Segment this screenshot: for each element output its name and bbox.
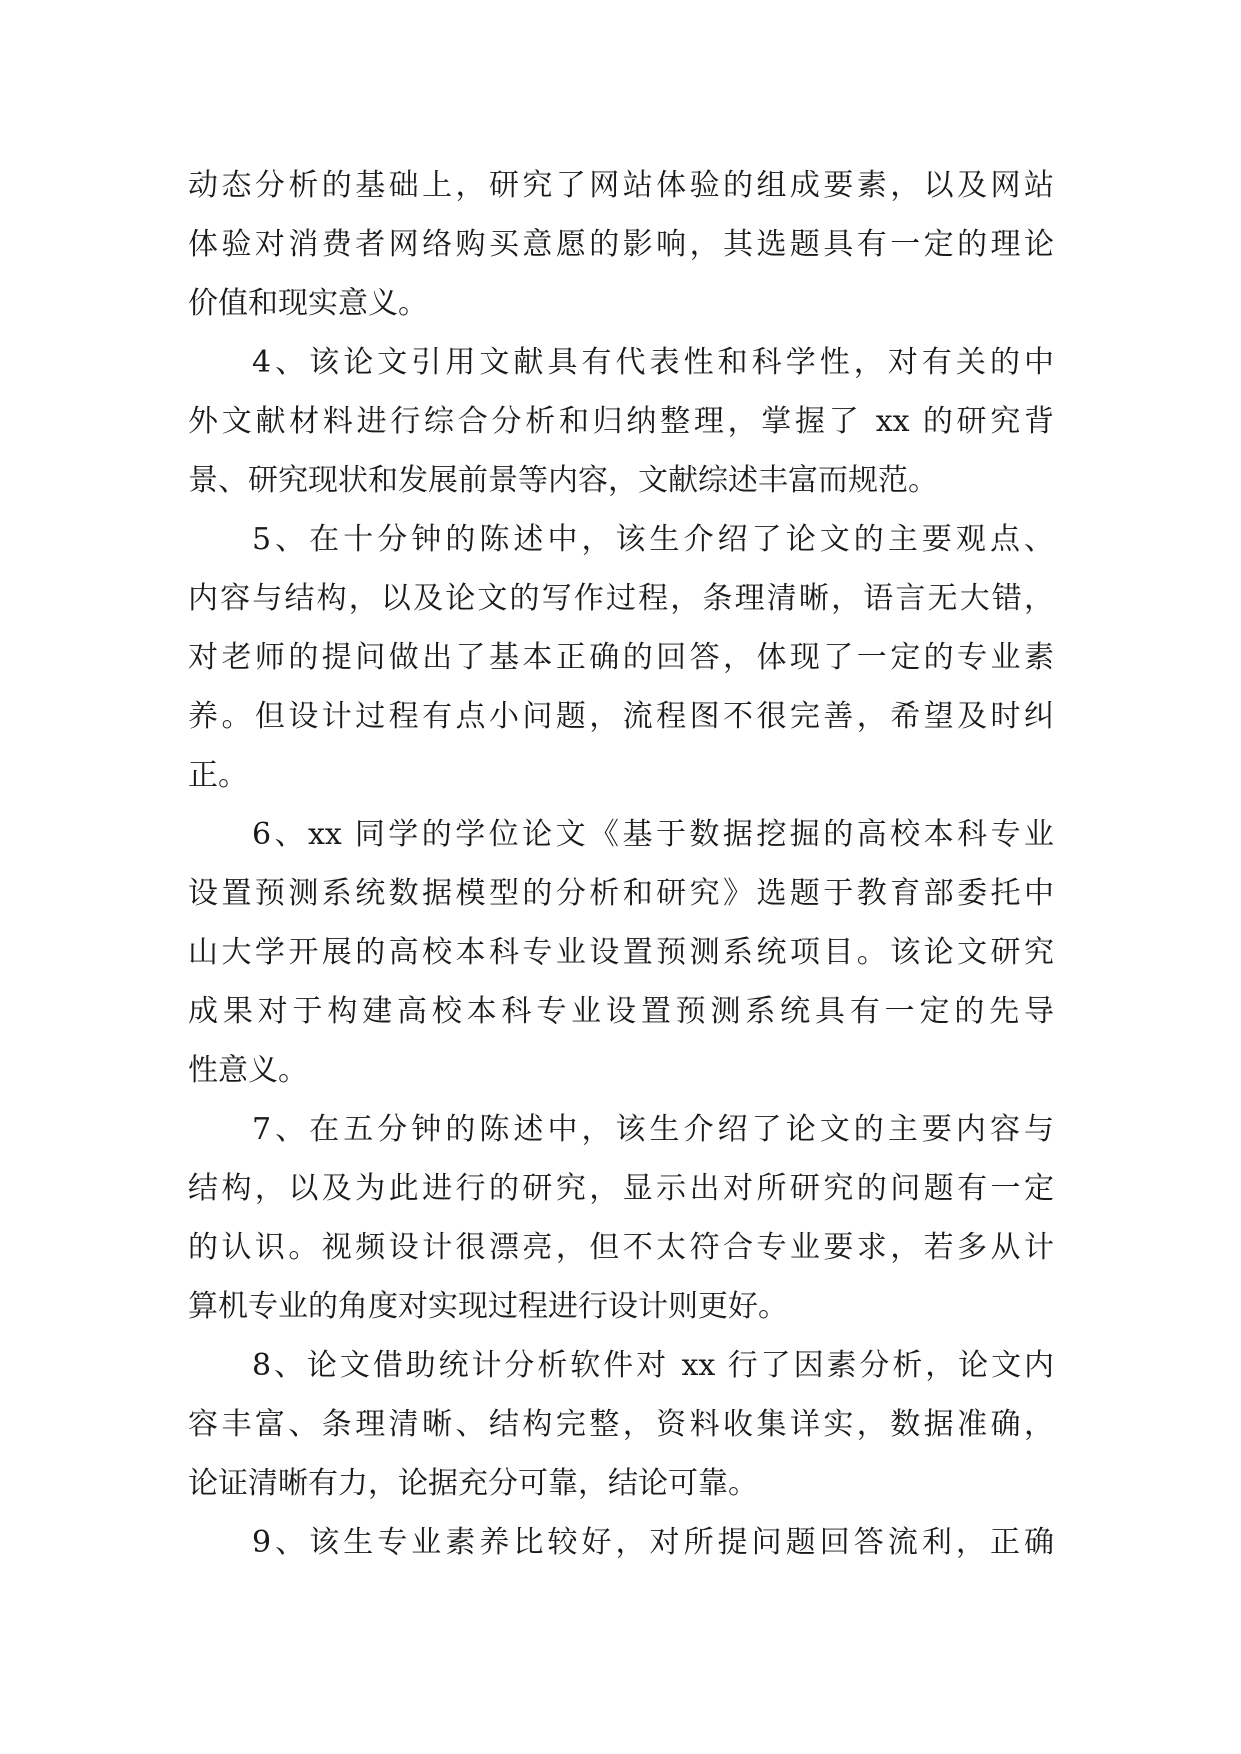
text-line: 外文献材料进行综合分析和归纳整理，掌握了 xx 的研究背 <box>188 404 1054 439</box>
text-line: 山大学开展的高校本科专业设置预测系统项目。该论文研究 <box>188 935 1054 970</box>
text-line: 正。 <box>188 758 248 793</box>
text-line: 设置预测系统数据模型的分析和研究》选题于教育部委托中 <box>188 876 1054 911</box>
paragraph-7 <box>188 1100 1054 1336</box>
text-line: 8、论文借助统计分析软件对 xx 行了因素分析，论文内 <box>252 1348 1054 1383</box>
text-line: 价值和现实意义。 <box>188 286 428 321</box>
text-line: 4、该论文引用文献具有代表性和科学性，对有关的中 <box>252 345 1054 380</box>
text-line: 的认识。视频设计很漂亮，但不太符合专业要求，若多从计 <box>188 1230 1054 1265</box>
text-line: 6、xx 同学的学位论文《基于数据挖掘的高校本科专业 <box>252 817 1054 852</box>
text-line: 论证清晰有力，论据充分可靠，结论可靠。 <box>188 1466 758 1501</box>
text-line: 内容与结构，以及论文的写作过程，条理清晰，语言无大错， <box>188 581 1054 616</box>
text-line: 9、该生专业素养比较好，对所提问题回答流利，正确 <box>252 1525 1054 1560</box>
text-line: 性意义。 <box>188 1053 308 1088</box>
paragraph-continuation <box>188 156 1054 333</box>
document-body <box>188 156 1054 1572</box>
text-line: 容丰富、条理清晰、结构完整，资料收集详实，数据准确， <box>188 1407 1054 1442</box>
text-line: 算机专业的角度对实现过程进行设计则更好。 <box>188 1289 788 1324</box>
paragraph-6 <box>188 805 1054 1100</box>
paragraph-8 <box>188 1336 1054 1513</box>
text-line: 对老师的提问做出了基本正确的回答，体现了一定的专业素 <box>188 640 1054 675</box>
text-line: 结构，以及为此进行的研究，显示出对所研究的问题有一定 <box>188 1171 1054 1206</box>
text-line: 动态分析的基础上，研究了网站体验的组成要素，以及网站 <box>188 168 1054 203</box>
paragraph-5 <box>188 510 1054 805</box>
text-line: 养。但设计过程有点小问题，流程图不很完善，希望及时纠 <box>188 699 1054 734</box>
paragraph-4 <box>188 333 1054 510</box>
text-line: 景、研究现状和发展前景等内容，文献综述丰富而规范。 <box>188 463 938 498</box>
text-line: 5、在十分钟的陈述中，该生介绍了论文的主要观点、 <box>252 522 1054 557</box>
text-line: 成果对于构建高校本科专业设置预测系统具有一定的先导 <box>188 994 1054 1029</box>
text-line: 7、在五分钟的陈述中，该生介绍了论文的主要内容与 <box>252 1112 1054 1147</box>
paragraph-9 <box>188 1513 1054 1572</box>
text-line: 体验对消费者网络购买意愿的影响，其选题具有一定的理论 <box>188 227 1054 262</box>
